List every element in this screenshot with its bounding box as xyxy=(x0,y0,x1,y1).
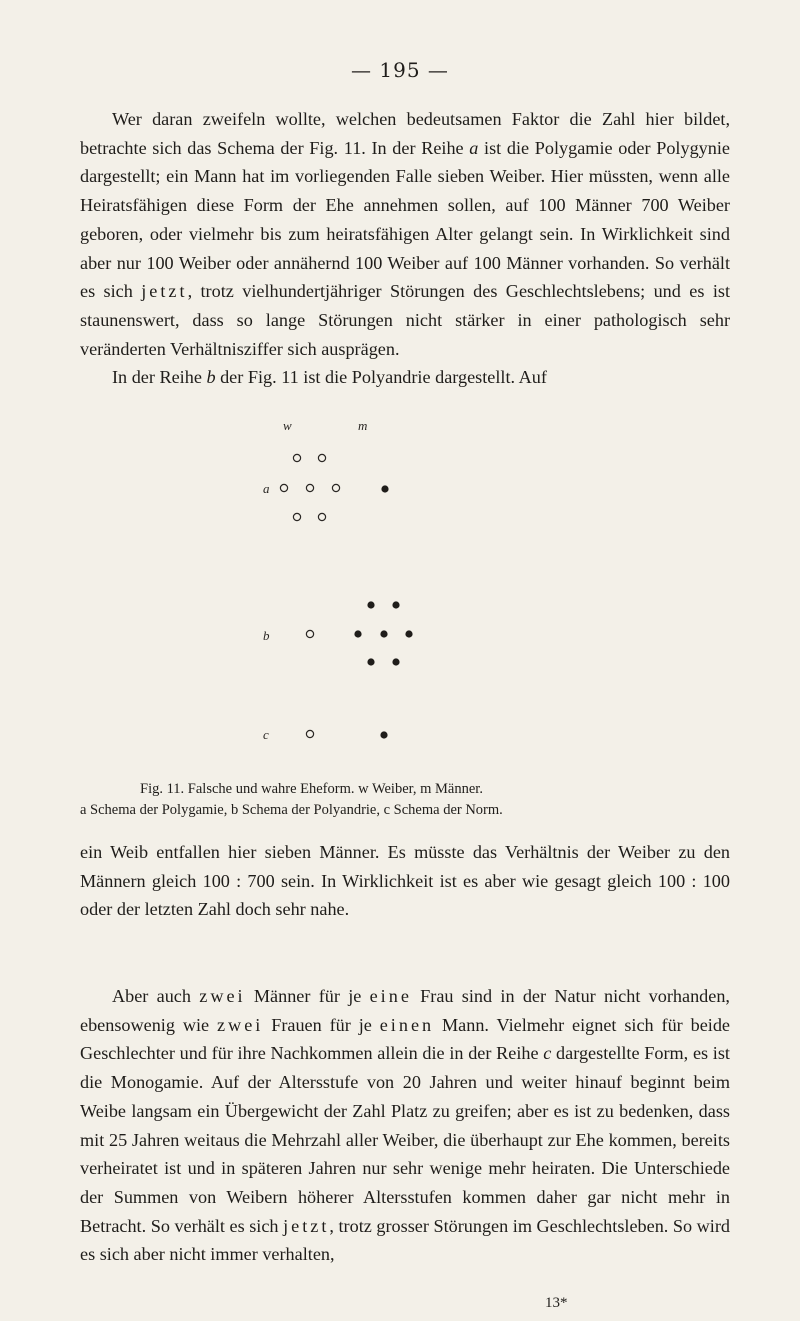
text-segment: jetzt xyxy=(141,281,188,302)
text-segment: eine xyxy=(369,986,412,1006)
text-segment: a xyxy=(469,137,479,158)
text-segment: Frau sind in der Natur nicht vorhanden, ebensowenig wie xyxy=(80,986,730,1035)
text-segment: In der Reihe xyxy=(112,367,207,387)
paragraph-2 xyxy=(80,363,730,392)
text-segment: dargestellte Form, es ist die Monogamie. Auf der Altersstufe von 20 Jahren und weiter hinauf beginnt beim Weibe langsam ein Übergewicht der Zahl Platz zu greifen; aber es ist zu bedenken, dass mit 25 Jahren weitaus die Mehrzahl aller Weiber, die überhaupt zur Ehe kommen, bereits verheiratet ist und in späteren Jahren nur sehr wenige mehr heiraten. Die Unterschiede der Summen von Weibern höherer Altersstufen kommen daher gar nicht mehr in Betracht. So verhält es sich xyxy=(80,1043,730,1236)
man-dot xyxy=(392,658,399,665)
text-segment: zwei xyxy=(199,986,246,1006)
row-label-a: a xyxy=(263,481,270,496)
woman-circle xyxy=(280,484,287,491)
text-segment: Wer daran zweifeln wollte, welchen bedeutsamen Faktor die Zahl hier bildet, betrachte sich das Schema der Fig. 11. In der Reihe xyxy=(80,109,730,158)
text-segment: zwei xyxy=(216,1014,264,1035)
header-m: m xyxy=(358,418,368,433)
text-segment: ein Weib entfallen hier sieben Männer. Es müsste das Verhältnis der Weiber zu den Männern gleich 100 : 700 sein. In Wirklichkeit ist es aber wie gesagt gleich 100 : 100 oder der letzten Zahl doch sehr nahe. xyxy=(80,842,730,920)
figure-caption-line-1: Fig. 11. Falsche und wahre Eheform. w Weiber, m Männer. xyxy=(140,781,483,797)
woman-circle xyxy=(293,454,300,461)
text-segment: Aber auch xyxy=(112,986,200,1006)
figure-caption-line-2: a Schema der Polygamie, b Schema der Polyandrie, c Schema der Norm. xyxy=(80,802,503,818)
text-segment: , trotz vielhundertjähriger Störungen des Geschlechtslebens; und es ist staunenswert, dass so lange Störungen nicht stärker in einer pathologisch sehr veränderten Verhältnisziffer sich ausprägen. xyxy=(80,281,730,359)
text-segment: c xyxy=(543,1043,552,1064)
paragraph-3 xyxy=(80,838,730,924)
text-segment: ist die Polygamie oder Polygynie dargestellt; ein Mann hat im vorliegenden Falle sieben Weiber. Hier müssten, wenn alle Heiratsfähigen diese Form der Ehe annehmen sollen, auf 100 Männer 700 Weiber geboren, oder vielmehr bis zum heiratsfähigen Alter gelangt sein. In Wirklichkeit sind aber nur 100 Weiber oder annähernd 100 Weiber auf 100 Männer vorhanden. So verhält es sich xyxy=(80,137,730,302)
man-dot xyxy=(380,630,387,637)
text-segment: einen xyxy=(379,1014,435,1035)
text-segment: der Fig. 11 ist die Polyandrie dargestellt. Auf xyxy=(215,367,547,387)
woman-circle xyxy=(306,630,313,637)
man-dot xyxy=(381,485,388,492)
signature-mark: 13* xyxy=(545,1295,568,1311)
woman-circle xyxy=(318,513,325,520)
woman-circle xyxy=(306,484,313,491)
text-segment: , trotz grosser Störungen im Geschlechtsleben. So wird es sich aber nicht immer verhalten, xyxy=(80,1215,730,1265)
row-label-b: b xyxy=(263,628,270,643)
man-dot xyxy=(354,630,361,637)
text-segment: b xyxy=(206,367,216,387)
woman-circle xyxy=(306,730,313,737)
header-w: w xyxy=(283,418,292,433)
woman-circle xyxy=(293,513,300,520)
man-dot xyxy=(392,601,399,608)
woman-circle xyxy=(332,484,339,491)
man-dot xyxy=(367,658,374,665)
text-segment: Mann. Vielmehr eignet sich für beide Geschlechter und für ihre Nachkommen allein die in der Reihe xyxy=(80,1014,730,1064)
page-number: — 195 — xyxy=(351,58,449,82)
paragraph-4 xyxy=(80,982,730,1269)
row-b xyxy=(263,601,413,665)
row-a xyxy=(263,454,389,520)
man-dot xyxy=(380,731,387,738)
text-segment: jetzt xyxy=(283,1215,330,1236)
row-c xyxy=(263,727,388,742)
man-dot xyxy=(405,630,412,637)
paragraph-1 xyxy=(80,105,730,363)
woman-circle xyxy=(318,454,325,461)
row-label-c: c xyxy=(263,727,269,742)
text-segment: Frauen für je xyxy=(263,1014,380,1035)
text-segment: Männer für je xyxy=(245,986,370,1006)
man-dot xyxy=(367,601,374,608)
